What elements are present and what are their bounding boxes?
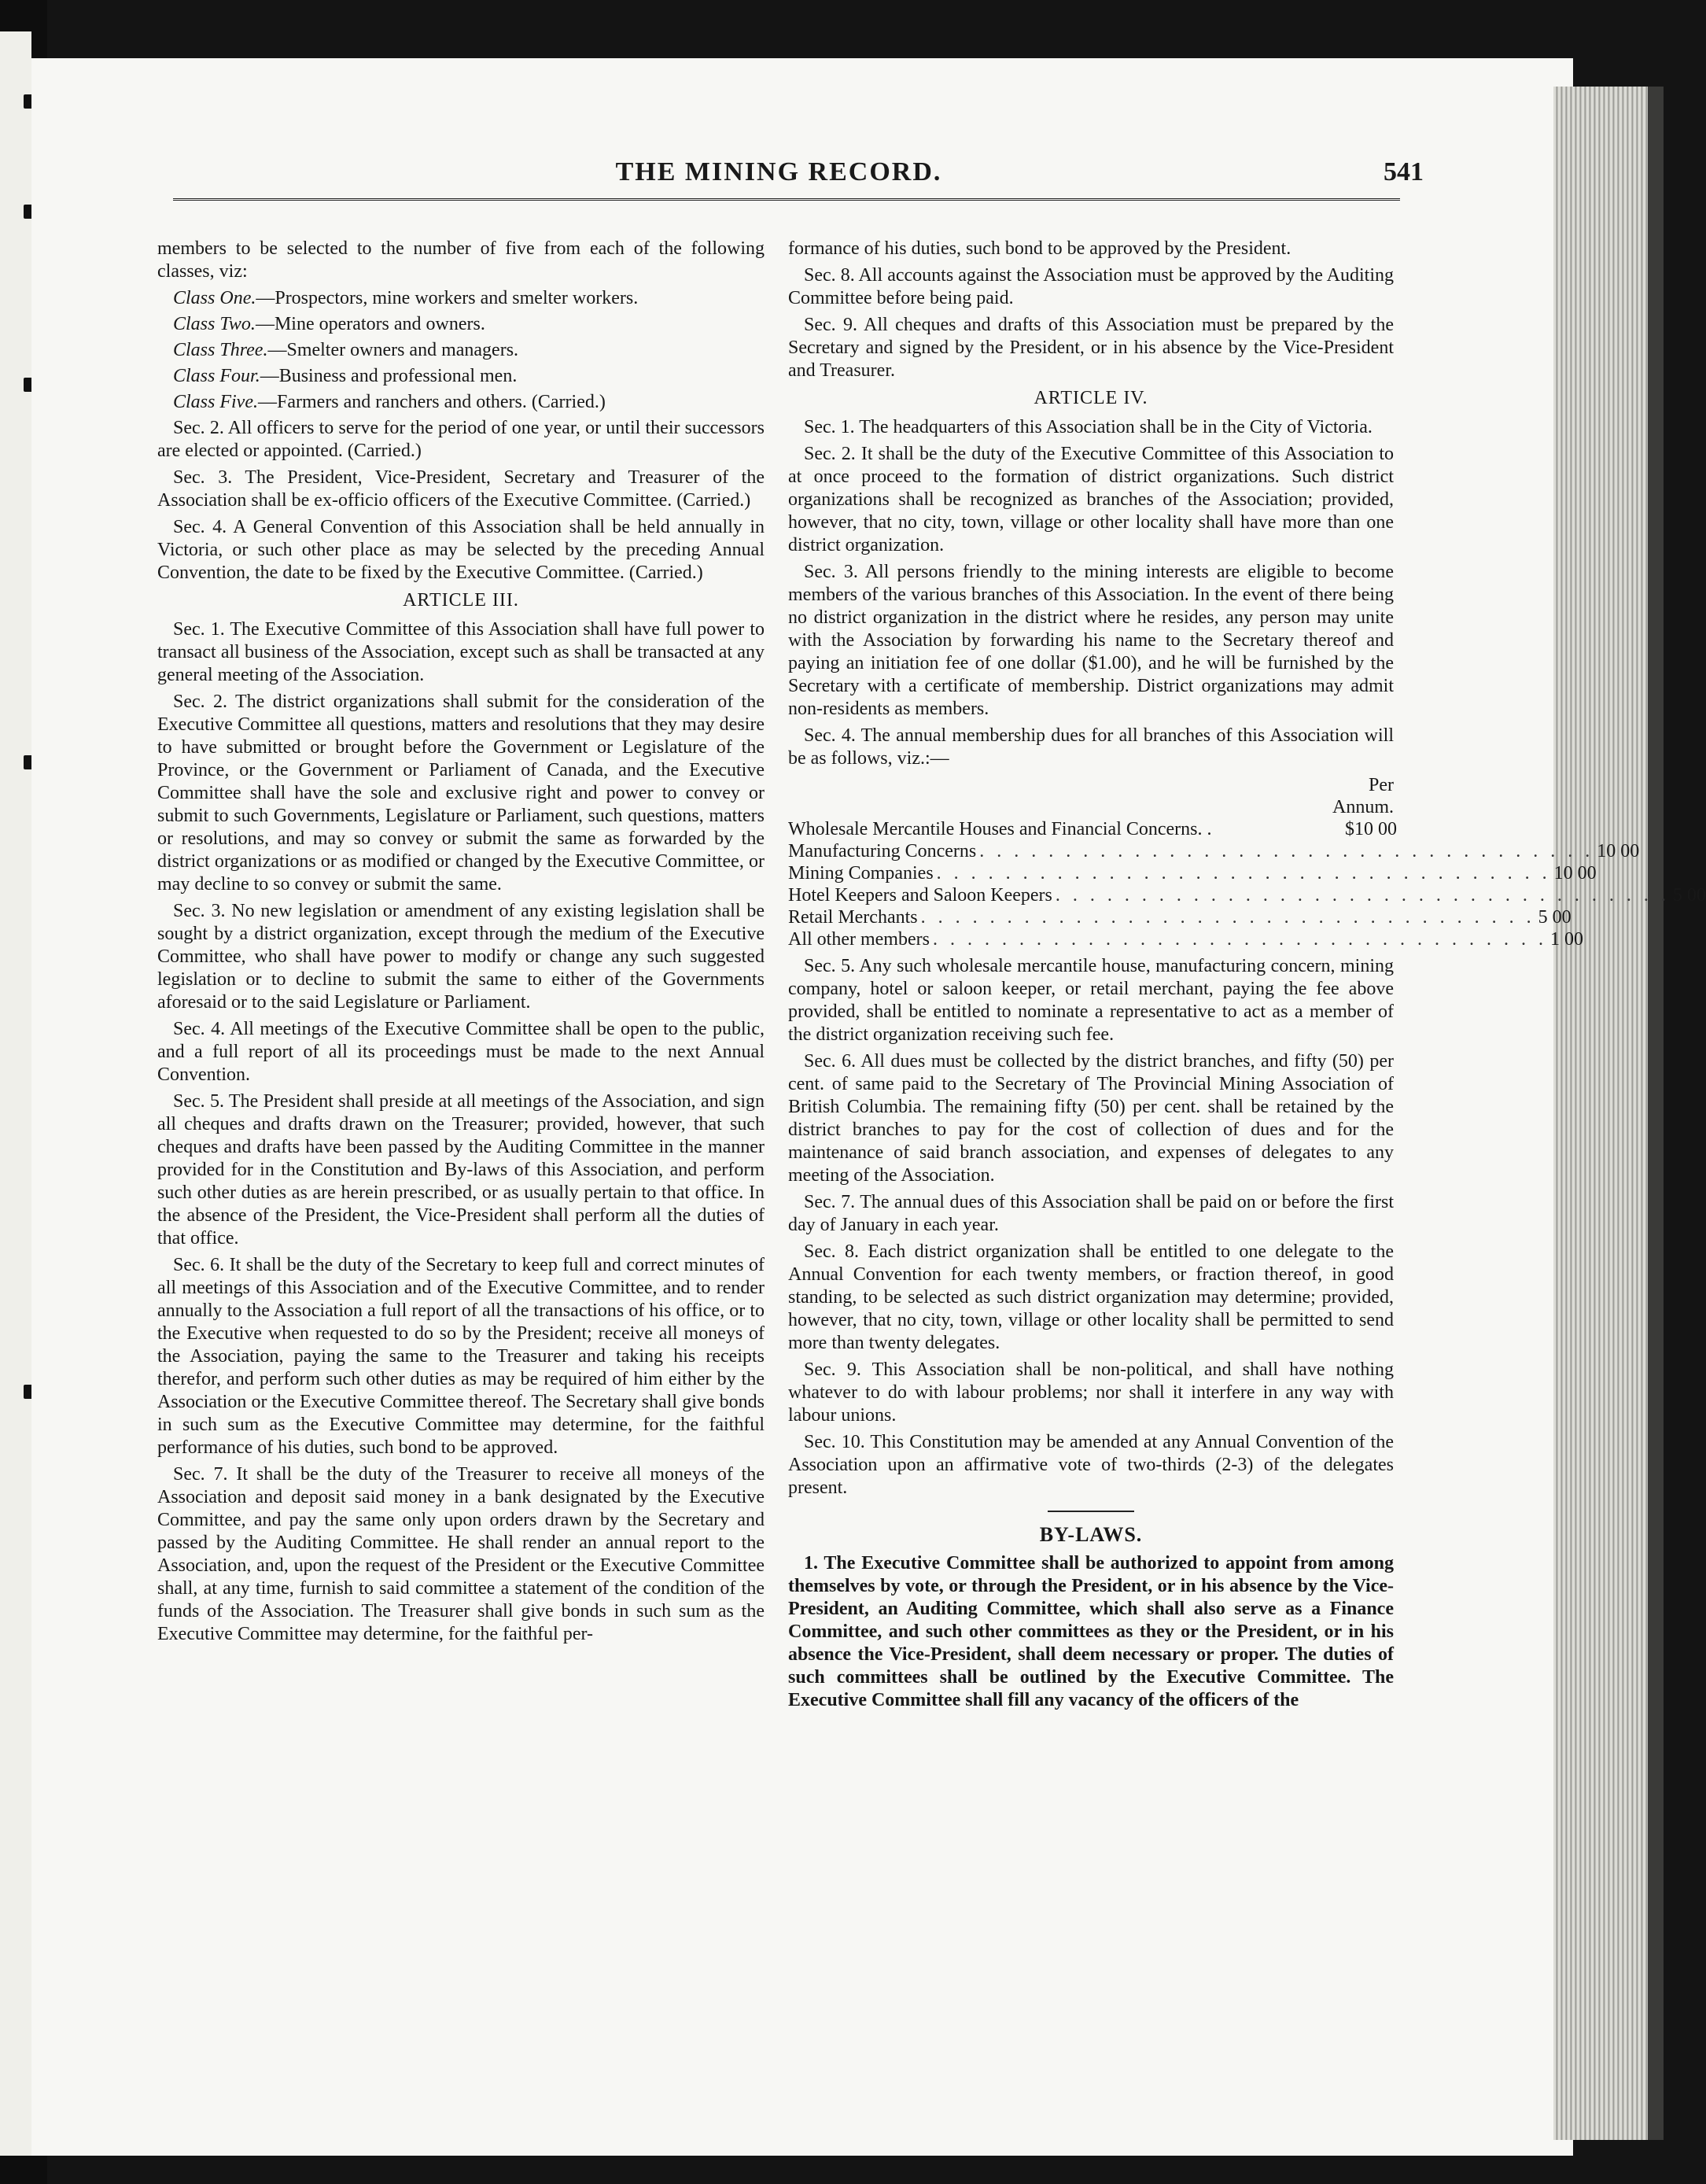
- section-divider: [1048, 1511, 1134, 1512]
- section-paragraph: Sec. 1. The headquarters of this Association shall be in the City of Victoria.: [804, 417, 1373, 437]
- leader-dots: . . . . . . . . . . . . . . . . . . . . . . . . . . . . . . . . . . . .: [920, 907, 1535, 928]
- dues-amount: 1 00: [1549, 929, 1583, 950]
- dues-category: Manufacturing Concerns: [788, 841, 977, 861]
- dues-category: Mining Companies: [788, 863, 934, 884]
- intro-paragraph: members to be selected to the number of five from each of the following classes, viz:: [157, 238, 765, 282]
- dues-row: [788, 818, 1397, 840]
- section-paragraph: Sec. 7. The annual dues of this Association shall be paid on or before the first day of January in each year.: [788, 1192, 1394, 1235]
- class-item: [157, 339, 765, 362]
- section-paragraph: Sec. 3. All persons friendly to the mining interests are eligible to become members of the various branches of this Association. In the event of there being no district organization in the district where he resides, any person may unite with the Association by forwarding his name to the Secretary thereof and paying an initiation fee of one dollar ($1.00), and he will be furnished by the Secretary with a certificate of membership. District organizations may admit non-residents as members.: [788, 562, 1394, 719]
- dues-row: [788, 862, 1597, 884]
- section-paragraph: Sec. 2. The district organizations shall submit for the consideration of the Executive Committee all questions, matters and resolutions that they may desire to have submitted or brought before the Government or Legislature of the Province, or the Government or Parliament of Canada, and the Executive Committee shall have the sole and exclusive right and power to convey or submit to such Governments, Legislature or Parliament, such questions, matters or resolutions, and may so convey or submit the same as forwarded by the district organizations or as modified or changed by the Executive Committee, or may decline to so convey or submit the same.: [157, 692, 765, 895]
- leader-dots: . . . . . . . . . . . . . . . . . . . . . . . . . . . . . . . . . . . .: [979, 841, 1594, 861]
- section-paragraph: Sec. 2. All officers to serve for the period of one year, or until their successors are elected or appointed. (Carried.): [157, 418, 765, 461]
- running-title: THE MINING RECORD.: [615, 157, 942, 186]
- dues-unit-label: Annum.: [1332, 797, 1394, 817]
- section-paragraph: Sec. 5. The President shall preside at all meetings of the Association, and sign all cheques and drafts drawn on the Treasurer; provided, however, that such cheques and drafts have been passed by the Auditing Committee in the manner provided for in the Constitution and By-laws of this Association, and perform such other duties as are herein prescribed, or as usually pertain to that office. In the absence of the President, the Vice-President shall perform all the duties of that office.: [157, 1091, 765, 1249]
- dues-category: Wholesale Mercantile Houses and Financial Concerns. .: [788, 819, 1212, 839]
- class-item: [157, 365, 765, 388]
- dues-category: Hotel Keepers and Saloon Keepers: [788, 885, 1052, 906]
- dues-amount: 5 00: [1538, 907, 1572, 928]
- section-paragraph: Sec. 3. No new legislation or amendment of any existing legislation shall be sought by a district organization, except through the medium of the Executive Committee, who shall have power to modify or change any such suggested legislation or to decline to submit the same to either of the Governments aforesaid or to the said Legislature or Parliament.: [157, 901, 765, 1013]
- dues-row: [788, 884, 1706, 906]
- dues-amount: 5 00: [1672, 885, 1706, 906]
- section-paragraph: Sec. 2. It shall be the duty of the Executive Committee of this Association to at once proceed to the formation of district organizations. Such district organizations shall be recognized as branches of the Association; provided, however, that no city, town, village or other locality shall have more than one district organization.: [788, 444, 1394, 555]
- article-heading: ARTICLE IV.: [1034, 388, 1148, 408]
- section-paragraph: Sec. 6. All dues must be collected by the district branches, and fifty (50) per cent. of same paid to the Secretary of The Provincial Mining Association of British Columbia. The remaining fifty (50) per cent. shall be retained by the district branches to pay for the cost of collection of dues and for the maintenance of said branch association, and expenses of delegates to any meeting of the Association.: [788, 1051, 1394, 1186]
- dues-category: Retail Merchants: [788, 907, 918, 928]
- dues-row: [788, 928, 1583, 950]
- section-paragraph: Sec. 8. Each district organization shall be entitled to one delegate to the Annual Convention for each twenty members, or fraction thereof, in good standing, to be selected as such district organization may determine; provided, however, that no city, town, village or other locality shall be permitted to send more than twenty delegates.: [788, 1241, 1394, 1353]
- leader-dots: . . . . . . . . . . . . . . . . . . . . . . . . . . . . . . . . . . . .: [936, 863, 1551, 884]
- page-stack-shadow: [1648, 87, 1664, 2140]
- section-paragraph: Sec. 7. It shall be the duty of the Treasurer to receive all moneys of the Association and deposit said money in a bank designated by the Executive Committee, and pay the same only upon orders drawn by the Secretary and passed by the Auditing Committee. He shall render an annual report to the Association, and, upon the request of the President or the Executive Committee shall, at any time, furnish to said committee a statement of the condition of the funds of the Association. The Treasurer shall give bonds in such sum as the Executive Committee may determine, for the faithful per-: [157, 1464, 765, 1644]
- article-heading: ARTICLE III.: [403, 590, 519, 611]
- class-name: Class Five.: [173, 392, 258, 412]
- section-paragraph: Sec. 8. All accounts against the Association must be approved by the Auditing Committee before being paid.: [788, 265, 1394, 308]
- dues-amount: 10 00: [1597, 841, 1640, 861]
- dues-amount: $10 00: [1345, 819, 1397, 839]
- section-paragraph: Sec. 1. The Executive Committee of this Association shall have full power to transact all business of the Association, except such as shall be transacted at any general meeting of the Association.: [157, 619, 765, 685]
- section-paragraph: Sec. 10. This Constitution may be amended at any Annual Convention of the Association upon an affirmative vote of two-thirds (2-3) of the delegates present.: [788, 1432, 1394, 1498]
- section-paragraph: Sec. 9. This Association shall be non-political, and shall have nothing whatever to do with labour problems; nor shall it interfere in any way with labour unions.: [788, 1359, 1394, 1426]
- class-item: [157, 313, 765, 336]
- section-paragraph: Sec. 4. A General Convention of this Association shall be held annually in Victoria, or such other place as may be selected by the preceding Annual Convention, the date to be fixed by the Executive Committee. (Carried.): [157, 517, 765, 583]
- class-name: Class Two.: [173, 314, 256, 334]
- dues-row: [788, 840, 1640, 862]
- page-number: 541: [1384, 157, 1424, 186]
- dues-category: All other members: [788, 929, 930, 950]
- dues-unit-label: Per: [1369, 775, 1394, 795]
- header-rule: [173, 198, 1400, 201]
- class-name: Class Four.: [173, 366, 260, 386]
- class-item: [157, 391, 765, 414]
- class-text: —Business and professional men.: [260, 366, 518, 386]
- class-text: —Smelter owners and managers.: [267, 340, 519, 360]
- section-paragraph: Sec. 9. All cheques and drafts of this Association must be prepared by the Secretary and signed by the President, or in his absence by the Vice-President and Treasurer.: [788, 315, 1394, 381]
- section-paragraph: Sec. 4. The annual membership dues for all branches of this Association will be as follows, viz.:—: [788, 725, 1394, 769]
- dues-table: [788, 774, 1706, 950]
- dues-row: [788, 906, 1572, 928]
- facing-page-edge: [0, 31, 31, 2156]
- right-column: [788, 238, 1706, 1716]
- page-stack-edge: [1553, 87, 1648, 2140]
- section-paragraph: Sec. 3. The President, Vice-President, Secretary and Treasurer of the Association shall be ex-officio officers of the Executive Committee. (Carried.): [157, 467, 765, 511]
- section-paragraph: Sec. 4. All meetings of the Executive Committee shall be open to the public, and a full report of all its proceedings must be made to the next Annual Convention.: [157, 1019, 765, 1085]
- dues-amount: 10 00: [1553, 863, 1597, 884]
- leader-dots: . . . . . . . . . . . . . . . . . . . . . . . . . . . . . . . . . . . .: [932, 929, 1547, 950]
- class-name: Class Three.: [173, 340, 268, 360]
- bylaw-paragraph: 1. The Executive Committee shall be authorized to appoint from among themselves by vote, or through the President, or in his absence by the Vice-President, an Auditing Committee, which shall also serve as a Finance Committee, and such other committees as they or the President, or in his absence the Vice-President, shall deem necessary or proper. The duties of such committees shall be outlined by the Executive Committee. The Executive Committee shall fill any vacancy of the officers of the: [788, 1553, 1394, 1710]
- class-name: Class One.: [173, 288, 256, 308]
- class-text: —Prospectors, mine workers and smelter workers.: [256, 288, 639, 308]
- bylaws-heading: BY-LAWS.: [1039, 1523, 1143, 1546]
- section-paragraph: Sec. 6. It shall be the duty of the Secretary to keep full and correct minutes of all meetings of this Association and of the Executive Committee, and to render annually to the Association a full report of all the transactions of his office, or to the Executive when requested to do so by the President; receive all moneys of the Association, paying the same to the Treasurer and taking his receipts therefor, and perform such other duties as may be required of him either by the Association or the Executive Committee thereof. The Secretary shall give bonds in such sum as the Executive Committee may determine, for the faithful performance of his duties, such bond to be approved.: [157, 1255, 765, 1458]
- continuation-paragraph: formance of his duties, such bond to be approved by the President.: [788, 238, 1291, 259]
- class-text: —Farmers and ranchers and others. (Carried.): [258, 392, 606, 412]
- class-text: —Mine operators and owners.: [255, 314, 485, 334]
- class-item: [157, 287, 765, 310]
- section-paragraph: Sec. 5. Any such wholesale mercantile house, manufacturing concern, mining company, hotel or saloon keeper, or retail merchant, paying the fee above provided, shall be entitled to nominate a representative to act as a member of the district organization receiving such fee.: [788, 956, 1394, 1045]
- running-header: [157, 157, 1424, 205]
- left-column: [157, 238, 765, 1650]
- leader-dots: . . . . . . . . . . . . . . . . . . . . . . . . . . . . . . . . . . . .: [1055, 885, 1670, 906]
